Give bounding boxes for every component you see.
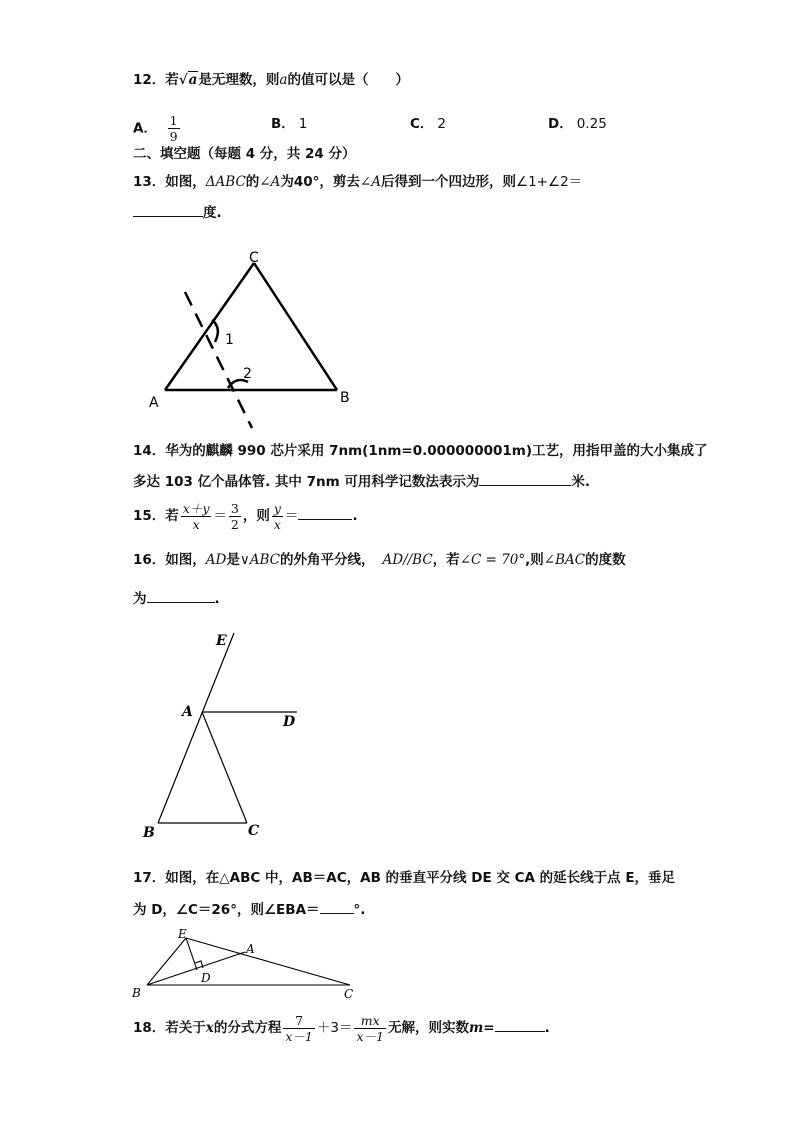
q16-text: 的度数: [585, 552, 626, 568]
fraction-denominator: 2: [230, 516, 239, 532]
label-a: A: [149, 395, 159, 411]
q13-sum: ∠1+∠2＝: [515, 174, 583, 190]
q15-equals: ＝: [213, 508, 227, 524]
q14-end: 米.: [571, 474, 591, 490]
label-c: C: [249, 250, 259, 266]
q16-triangle: ∨ABC: [239, 552, 281, 568]
q12-pre: 若: [165, 72, 179, 88]
fraction-denominator: x: [273, 516, 281, 532]
q18-fraction-2: [354, 1013, 386, 1044]
q16-text: ,则: [525, 552, 544, 568]
question-number: 17．: [133, 870, 166, 886]
section-title: 二、填空题（每题 4 分，共 24 分）: [133, 146, 356, 162]
fraction-numerator: x＋y: [182, 500, 210, 516]
fraction-numerator: 1: [169, 113, 178, 128]
q13-triangle: ΔABC: [205, 174, 246, 190]
q13-degree: 40°: [293, 174, 320, 190]
sqrt-symbol: √a: [178, 72, 198, 88]
option-text: 0.25: [576, 116, 607, 132]
q13-text: 为: [280, 174, 294, 190]
q17-end: °.: [353, 902, 366, 918]
q18-text: 若关于: [165, 1020, 206, 1036]
fraction-numerator: 3: [230, 500, 239, 516]
q16-text: 是: [226, 552, 240, 568]
q16-text: ，若: [432, 552, 460, 568]
label-c: C: [344, 987, 354, 1001]
q14-text: 多达 103 亿个晶体管. 其中 7nm 可用科学记数法表示为: [133, 474, 480, 490]
option-letter: C．: [410, 116, 434, 132]
label-e: E: [178, 927, 187, 941]
option-letter: B．: [271, 116, 295, 132]
q14-text: 华为的麒麟 990 芯片采用 7nm(1nm=0.000000001m)工艺，用指甲盖的大小集成了: [165, 443, 708, 459]
q18-stem: [133, 1011, 550, 1045]
fraction-numerator: 7: [283, 1013, 315, 1029]
q18-text: 的分式方程: [213, 1020, 282, 1036]
q16-condition: ∠C = 70°: [459, 552, 526, 568]
fraction-denominator: 9: [169, 129, 178, 144]
q13-text: 如图，: [165, 174, 206, 190]
label-d: D: [283, 714, 296, 730]
q17-text: 为 D，∠C＝26°，则∠EBA＝: [133, 902, 320, 918]
question-number: 12．: [133, 72, 166, 88]
fraction-denominator: x－1: [285, 1028, 313, 1044]
q13-text: 的: [245, 174, 260, 190]
q18-equals: =: [483, 1020, 495, 1036]
q15-end: .: [352, 508, 358, 524]
fraction-numerator: mx: [354, 1013, 386, 1029]
q16-end: .: [214, 591, 220, 607]
q16-text: 如图，: [165, 552, 206, 568]
label-angle-1: 1: [225, 332, 234, 348]
q12-post: 的值可以是（ ）: [287, 72, 409, 88]
question-number: 16．: [133, 552, 166, 568]
q18-fraction-1: [283, 1013, 315, 1044]
q13-angle: ∠A: [359, 174, 381, 190]
label-d: D: [201, 971, 211, 985]
fraction-denominator: x: [192, 516, 200, 532]
answer-blank[interactable]: [495, 1017, 545, 1032]
q16-ad: AD: [205, 552, 227, 568]
q18-plus: ＋3＝: [316, 1020, 353, 1036]
label-c: C: [248, 823, 260, 839]
q12-radicand: a: [188, 72, 198, 88]
label-angle-2: 2: [243, 366, 252, 382]
q16-text: 的外角平分线，: [280, 552, 375, 568]
fraction-numerator: y: [273, 500, 281, 516]
q17-text: 如图，在△ABC 中，AB＝AC，AB 的垂直平分线 DE 交 CA 的延长线于点 E，垂足: [165, 870, 676, 886]
q18-var-x: x: [205, 1020, 214, 1036]
label-b: B: [143, 825, 155, 841]
question-number: 18．: [133, 1020, 166, 1036]
q16-text: 为: [133, 591, 147, 607]
q13-end: 度.: [203, 205, 222, 221]
question-number: 15．: [133, 508, 166, 524]
q13-angle: ∠A: [259, 174, 281, 190]
q12-mid: 是无理数，则: [198, 72, 280, 88]
q16-ask: ∠BAC: [543, 552, 586, 568]
q13-text: 后得到一个四边形，则: [380, 174, 516, 190]
q18-end: .: [544, 1020, 550, 1036]
label-b: B: [132, 986, 141, 1000]
label-b: B: [340, 390, 350, 406]
q15-text: 若: [165, 508, 179, 524]
q15-equals: ＝: [284, 508, 299, 524]
q12-var: a: [279, 72, 288, 88]
option-text: 1: [298, 116, 308, 132]
label-e: E: [216, 633, 227, 649]
q18-text: 无解，则实数: [387, 1020, 469, 1036]
label-a: A: [246, 942, 255, 956]
option-letter: D．: [548, 116, 573, 132]
q13-text: ，剪去: [319, 174, 360, 190]
question-number: 14．: [133, 443, 166, 459]
q15-text: ，则: [242, 508, 270, 524]
option-letter: A．: [133, 120, 157, 137]
option-text: 2: [437, 116, 447, 132]
q16-parallel: AD//BC: [382, 552, 433, 568]
label-a: A: [182, 704, 193, 720]
q18-var-m: m: [468, 1020, 484, 1036]
perp-ed: [186, 938, 197, 970]
fraction-denominator: x－1: [356, 1028, 384, 1044]
question-number: 13．: [133, 174, 166, 190]
